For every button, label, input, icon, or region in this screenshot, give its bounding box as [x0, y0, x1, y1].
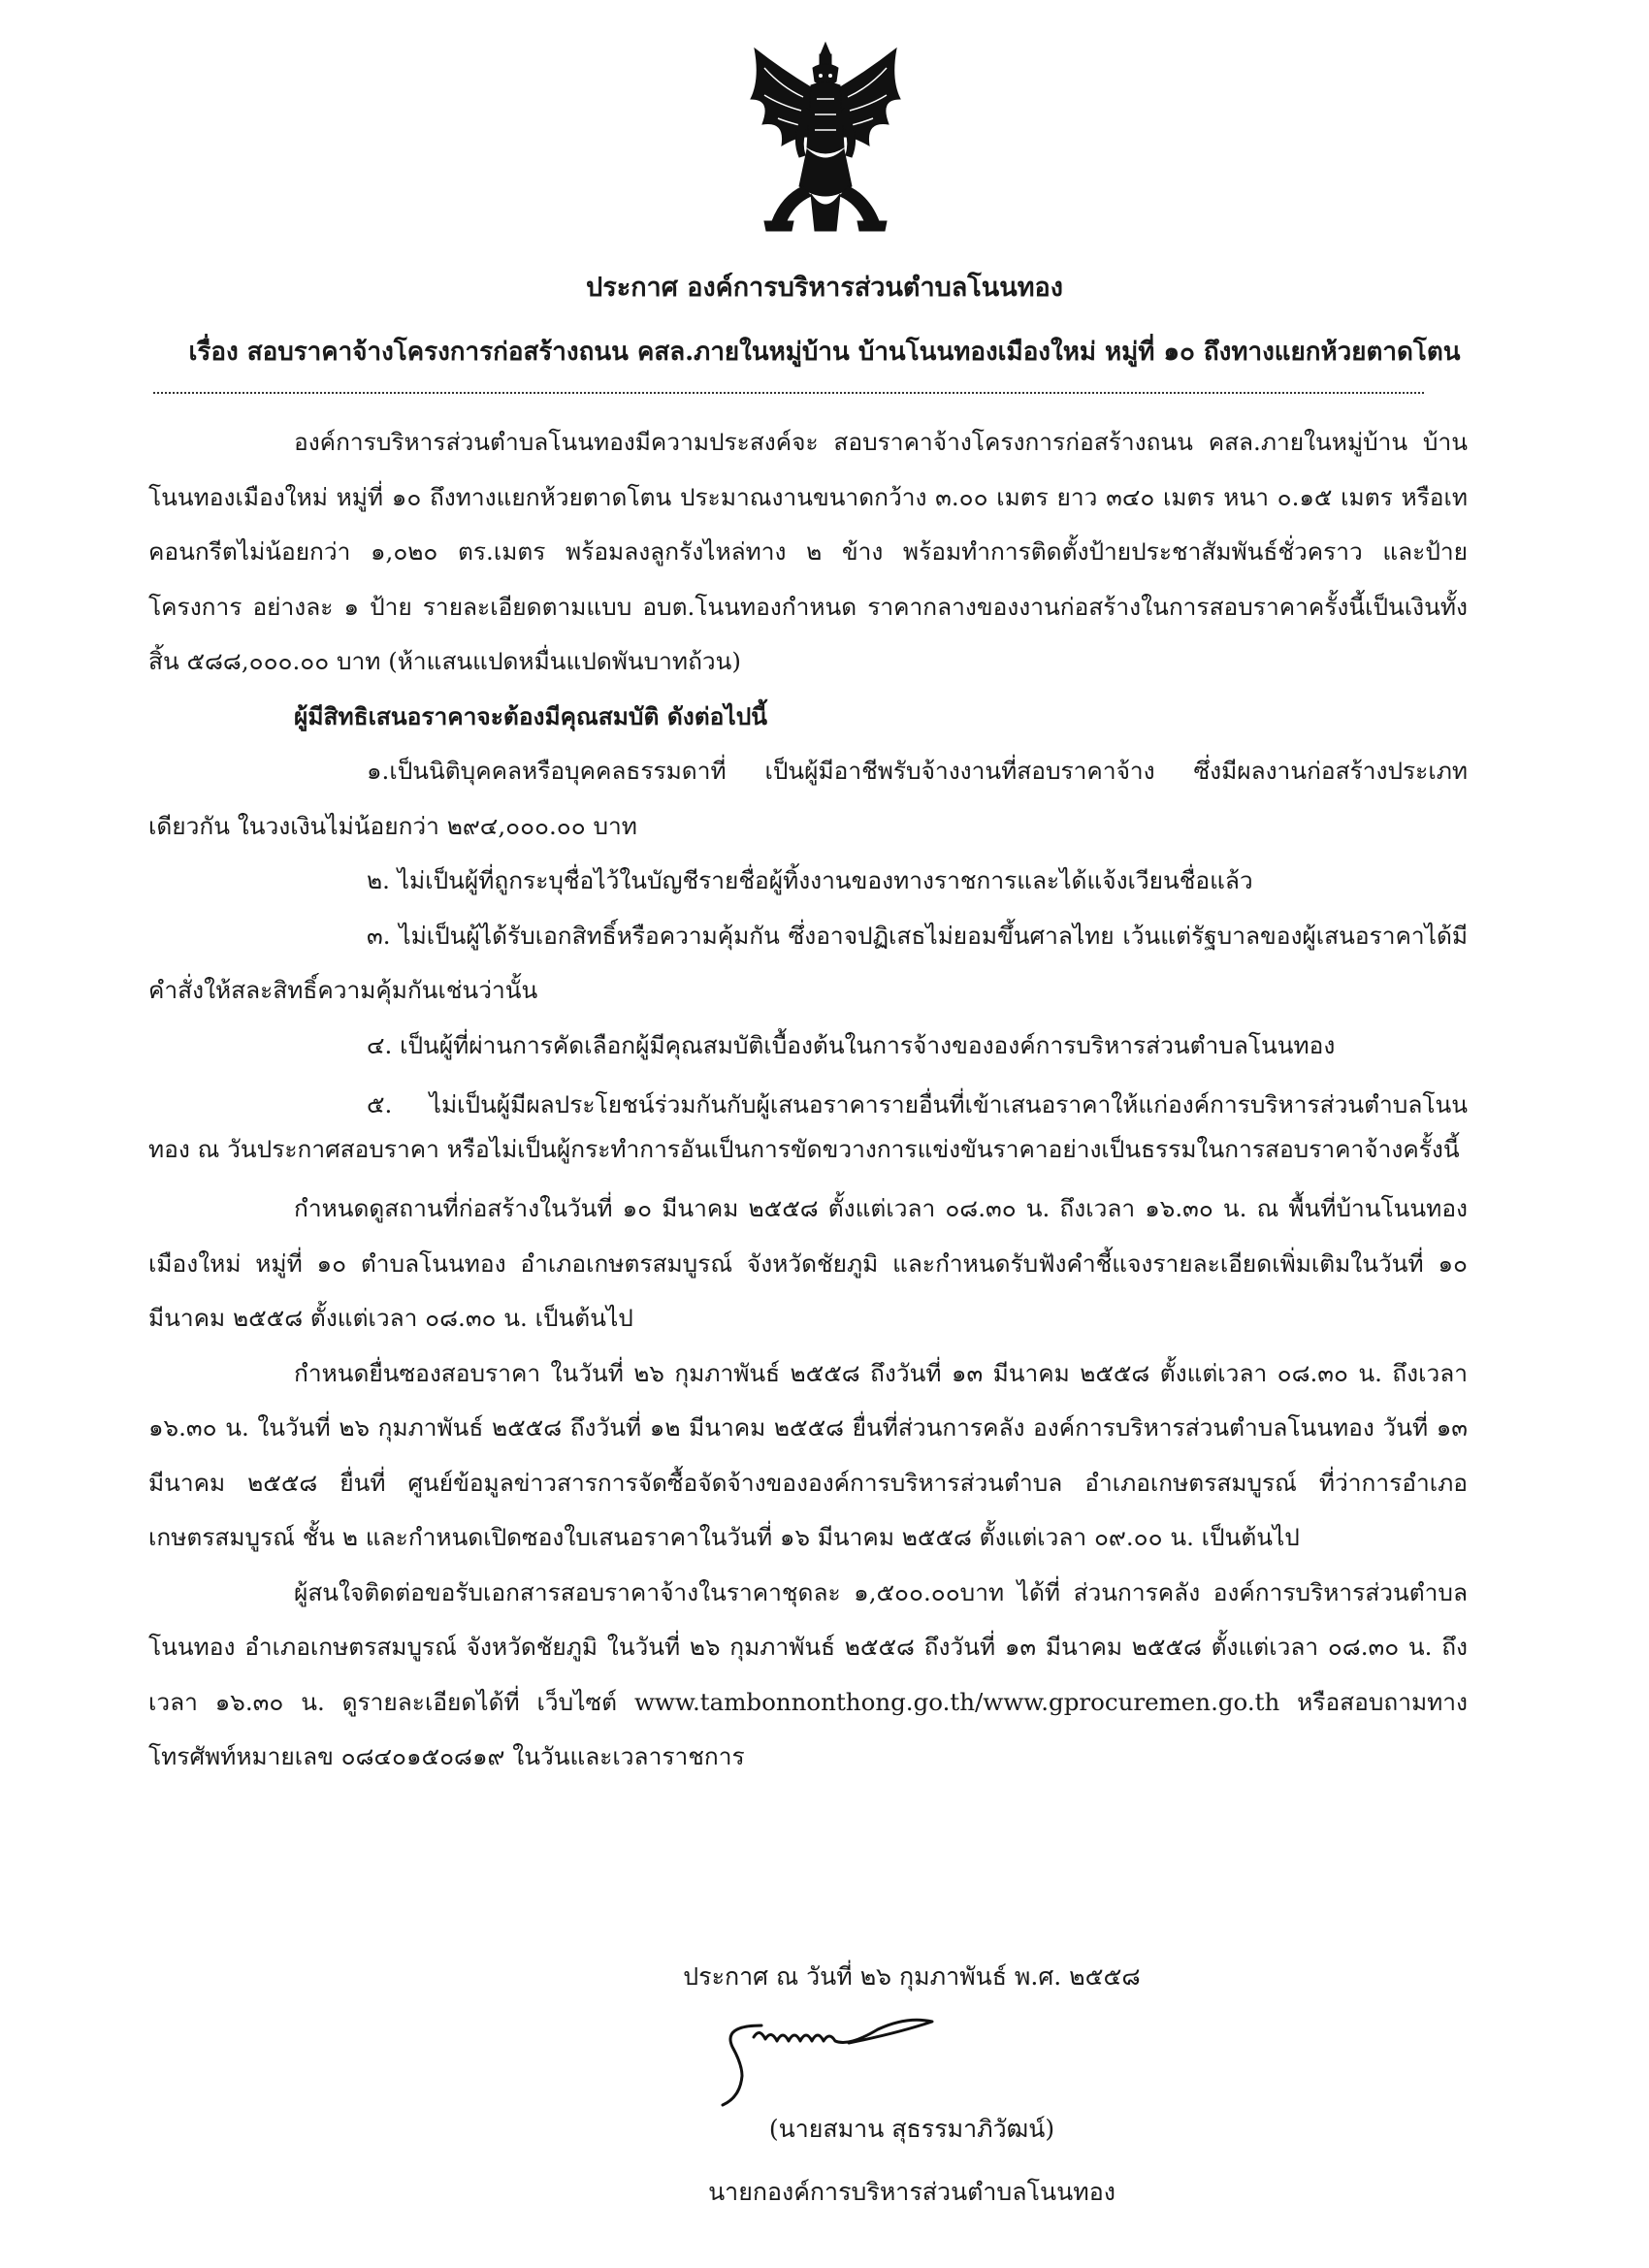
signer-name: (นายสมาน สุธรรมาภิวัฒน์) — [768, 2115, 1055, 2143]
qualification-item-3: ๓. ไม่เป็นผู้ได้รับเอกสิทธิ์หรือความคุ้มกัน ซึ่งอาจปฏิเสธไม่ยอมขึ้นศาลไทย เว้นแต่รัฐบาลของผู้เสนอราคาได้มีคำสั่งให้สละสิทธิ์ความคุ้มกันเช่นว่านั้น — [148, 921, 1468, 1004]
qualifications-heading: ผู้มีสิทธิเสนอราคาจะต้องมีคุณสมบัติ ดังต่อไปนี้ — [294, 701, 768, 730]
garuda-emblem-icon — [743, 41, 908, 235]
announcement-body — [148, 415, 1468, 1785]
dotted-divider — [153, 382, 1424, 394]
submission-paragraph: กำหนดยื่นซองสอบราคา ในวันที่ ๒๖ กุมภาพันธ์ ๒๕๕๘ ถึงวันที่ ๑๓ มีนาคม ๒๕๕๘ ตั้งแต่เวลา ๐๘.๓๐ น. ถึงเวลา ๑๖.๓๐ น. ในวันที่ ๒๖ กุมภาพันธ์ ๒๕๕๘ ถึงวันที่ ๑๒ มีนาคม ๒๕๕๘ ยื่นที่ส่วนการคลัง องค์การบริหารส่วนตำบลโนนทอง วันที่ ๑๓ มีนาคม ๒๕๕๘ ยื่นที่ ศูนย์ข้อมูลข่าวสารการจัดซื้อจัดจ้างขององค์การบริหารส่วนตำบล อำเภอเกษตรสมบูรณ์ ที่ว่าการอำเภอเกษตรสมบูรณ์ ชั้น ๒ และกำหนดเปิดซองใบเสนอราคาในวันที่ ๑๖ มีนาคม ๒๕๕๘ ตั้งแต่เวลา ๐๙.๐๐ น. เป็นต้นไป — [148, 1358, 1468, 1551]
intro-paragraph: องค์การบริหารส่วนตำบลโนนทองมีความประสงค์จะ สอบราคาจ้างโครงการก่อสร้างถนน คสล.ภายในหมู่บ้าน บ้านโนนทองเมืองใหม่ หมู่ที่ ๑๐ ถึงทางแยกห้วยตาดโตน ประมาณงานขนาดกว้าง ๓.๐๐ เมตร ยาว ๓๔๐ เมตร หนา ๐.๑๕ เมตร หรือเทคอนกรีตไม่น้อยกว่า ๑,๐๒๐ ตร.เมตร พร้อมลงลูกรังไหล่ทาง ๒ ข้าง พร้อมทำการติดตั้งป้ายประชาสัมพันธ์ชั่วคราว และป้ายโครงการ อย่างละ ๑ ป้าย รายละเอียดตามแบบ อบต.โนนทองกำหนด ราคากลางของงานก่อสร้างในการสอบราคาครั้งนี้เป็นเงินทั้งสิ้น ๕๘๘,๐๐๐.๐๐ บาท (ห้าแสนแปดหมื่นแปดพันบาทถ้วน) — [148, 428, 1468, 675]
signer-title: นายกองค์การบริหารส่วนตำบลโนนทอง — [708, 2178, 1116, 2206]
qualification-item-4: ๔. เป็นผู้ที่ผ่านการคัดเลือกผู้มีคุณสมบัติเบื้องต้นในการจ้างขององค์การบริหารส่วนตำบลโนนทอง — [367, 1030, 1336, 1059]
announcement-date: ประกาศ ณ วันที่ ๒๖ กุมภาพันธ์ พ.ศ. ๒๕๕๘ — [683, 1962, 1141, 1991]
qualification-item-2: ๒. ไม่เป็นผู้ที่ถูกระบุชื่อไว้ในบัญชีรายชื่อผู้ทิ้งงานของทางราชการและได้แจ้งเวียนชื่อแล้ว — [367, 866, 1253, 894]
announcement-title: ประกาศ องค์การบริหารส่วนตำบลโนนทอง — [586, 273, 1063, 303]
contact-paragraph: ผู้สนใจติดต่อขอรับเอกสารสอบราคาจ้างในราคาชุดละ ๑,๕๐๐.๐๐บาท ได้ที่ ส่วนการคลัง องค์การบริหารส่วนตำบลโนนทอง อำเภอเกษตรสมบูรณ์ จังหวัดชัยภูมิ ในวันที่ ๒๖ กุมภาพันธ์ ๒๕๕๘ ถึงวันที่ ๑๓ มีนาคม ๒๕๕๘ ตั้งแต่เวลา ๐๘.๓๐ น. ถึงเวลา ๑๖.๓๐ น. ดูรายละเอียดได้ที่ เว็บไซต์ www.tambonnonthong.go.th/www.gprocuremen.go.th หรือสอบถามทางโทรศัพท์หมายเลข ๐๘๔๐๑๕๐๘๑๙ ในวันและเวลาราชการ — [148, 1577, 1468, 1770]
signature-icon — [703, 2008, 946, 2110]
site-visit-paragraph: กำหนดดูสถานที่ก่อสร้างในวันที่ ๑๐ มีนาคม ๒๕๕๘ ตั้งแต่เวลา ๐๘.๓๐ น. ถึงเวลา ๑๖.๓๐ น. ณ พื้นที่บ้านโนนทองเมืองใหม่ หมู่ที่ ๑๐ ตำบลโนนทอง อำเภอเกษตรสมบูรณ์ จังหวัดชัยภูมิ และกำหนดรับฟังคำชี้แจงรายละเอียดเพิ่มเติมในวันที่ ๑๐ มีนาคม ๒๕๕๘ ตั้งแต่เวลา ๐๘.๓๐ น. เป็นต้นไป — [148, 1194, 1468, 1332]
qualification-item-1: ๑.เป็นนิติบุคคลหรือบุคคลธรรมดาที่ เป็นผู้มีอาชีพรับจ้างงานที่สอบราคาจ้าง ซึ่งมีผลงานก่อสร้างประเภทเดียวกัน ในวงเงินไม่น้อยกว่า ๒๙๔,๐๐๐.๐๐ บาท — [148, 757, 1468, 840]
qualification-item-5: ๕. ไม่เป็นผู้มีผลประโยชน์ร่วมกันกับผู้เสนอราคารายอื่นที่เข้าเสนอราคาให้แก่องค์การบริหารส่วนตำบลโนนทอง ณ วันประกาศสอบราคา หรือไม่เป็นผู้กระทำการอันเป็นการขัดขวางการแข่งขันราคาอย่างเป็นธรรมในการสอบราคาจ้างครั้งนี้ — [148, 1090, 1468, 1163]
announcement-subject: เรื่อง สอบราคาจ้างโครงการก่อสร้างถนน คสล.ภายในหมู่บ้าน บ้านโนนทองเมืองใหม่ หมู่ที่ ๑๐ ถึงทางแยกห้วยตาดโตน — [188, 338, 1461, 367]
